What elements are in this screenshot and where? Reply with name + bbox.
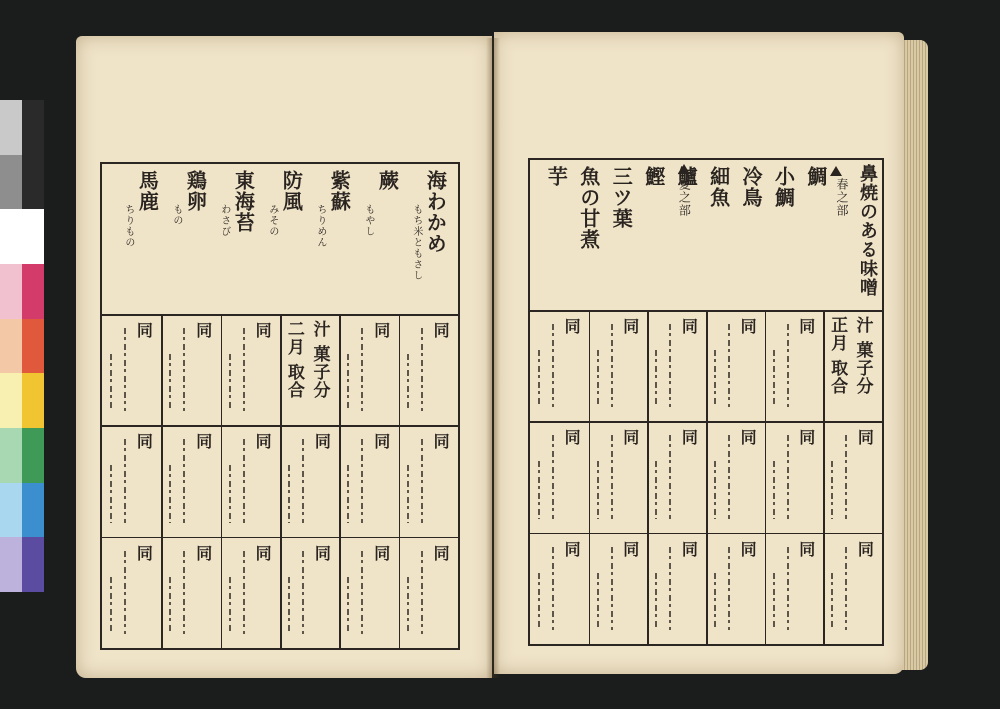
cell-mark: 同 bbox=[620, 429, 640, 447]
cursive-text bbox=[169, 465, 171, 522]
entry-title: 小鯛 bbox=[771, 166, 796, 208]
cursive-text bbox=[714, 573, 716, 630]
cursive-text bbox=[538, 350, 540, 407]
cursive-text bbox=[110, 354, 112, 411]
entry-title: 東海苔 bbox=[231, 170, 256, 233]
cell-mark: 同 bbox=[796, 318, 816, 335]
cursive-text bbox=[538, 573, 540, 630]
section-summer-label: 夏之部 bbox=[677, 178, 692, 217]
entry-title: 鱸 bbox=[674, 166, 699, 187]
color-swatch bbox=[22, 264, 44, 319]
grid-col-line bbox=[161, 314, 163, 648]
cursive-text bbox=[229, 465, 231, 522]
color-swatch bbox=[0, 373, 22, 428]
cursive-text bbox=[552, 435, 554, 518]
entry-note: わさび bbox=[218, 204, 230, 237]
color-swatch bbox=[22, 319, 44, 374]
cursive-text bbox=[845, 435, 847, 518]
section-month: 二月 取合 bbox=[283, 320, 304, 399]
cursive-text bbox=[229, 354, 231, 411]
cursive-text bbox=[421, 551, 423, 634]
cell-mark: 同 bbox=[855, 540, 875, 558]
cursive-text bbox=[597, 461, 599, 518]
grid-col-line bbox=[706, 310, 708, 644]
cursive-text bbox=[669, 324, 671, 407]
cell-mark: 同 bbox=[193, 322, 213, 339]
cell-mark: 同 bbox=[371, 544, 391, 562]
grid-col-line bbox=[339, 314, 341, 648]
cursive-text bbox=[347, 577, 349, 634]
cursive-text bbox=[183, 551, 185, 634]
open-book bbox=[76, 30, 928, 680]
cursive-text bbox=[773, 573, 775, 630]
grid-col-line bbox=[647, 310, 649, 644]
cell-mark: 同 bbox=[312, 544, 332, 562]
entry-note: ちりめん bbox=[314, 204, 326, 248]
cursive-text bbox=[347, 465, 349, 522]
cell-mark: 同 bbox=[562, 540, 582, 558]
cell-mark: 同 bbox=[796, 540, 816, 558]
left-page bbox=[76, 36, 492, 678]
cell-mark: 同 bbox=[134, 544, 154, 562]
color-swatch bbox=[0, 155, 22, 210]
cell-mark: 同 bbox=[620, 540, 640, 558]
cursive-text bbox=[302, 439, 304, 522]
entry-title: 紫蘇 bbox=[327, 170, 352, 212]
cursive-text bbox=[124, 551, 126, 634]
cursive-text bbox=[831, 461, 833, 518]
cursive-text bbox=[243, 439, 245, 522]
cursive-text bbox=[669, 435, 671, 518]
cursive-text bbox=[669, 547, 671, 630]
cell-mark: 同 bbox=[371, 433, 391, 451]
cursive-text bbox=[552, 324, 554, 407]
section-month: 正月 取合 bbox=[827, 316, 848, 395]
entry-title: 魚の甘煮 bbox=[576, 166, 601, 250]
cursive-text bbox=[110, 465, 112, 522]
color-swatch bbox=[0, 537, 22, 592]
cursive-text bbox=[421, 328, 423, 411]
entry-title: 鰹 bbox=[641, 166, 666, 187]
cursive-text bbox=[597, 573, 599, 630]
cursive-text bbox=[655, 350, 657, 407]
entry-note: もやし bbox=[362, 204, 374, 237]
cell-mark: 同 bbox=[253, 322, 273, 339]
page-stack-edge bbox=[902, 40, 928, 670]
cell-mark: 同 bbox=[193, 544, 213, 562]
cursive-text bbox=[714, 461, 716, 518]
color-swatch bbox=[22, 209, 44, 264]
color-swatch bbox=[22, 537, 44, 592]
entry-title: 鯛 bbox=[803, 166, 828, 187]
color-swatch bbox=[0, 100, 22, 155]
cursive-text bbox=[773, 461, 775, 518]
cursive-text bbox=[787, 324, 789, 407]
cursive-text bbox=[361, 439, 363, 522]
cursive-text bbox=[124, 328, 126, 411]
cursive-text bbox=[597, 350, 599, 407]
color-swatch bbox=[0, 264, 22, 319]
cursive-text bbox=[845, 547, 847, 630]
color-swatch bbox=[22, 483, 44, 538]
cursive-text bbox=[229, 577, 231, 634]
entry-title: 蕨 bbox=[375, 170, 400, 191]
entry-note: ちりもの bbox=[122, 204, 134, 248]
cell-mark: 同 bbox=[253, 544, 273, 562]
cell-mark: 同 bbox=[855, 429, 875, 447]
entry-note: もち米ともさし bbox=[410, 204, 422, 281]
cell-mark: 同 bbox=[431, 433, 451, 451]
cell-mark: 同 bbox=[679, 318, 699, 335]
cursive-text bbox=[538, 461, 540, 518]
entry-title: 三ツ葉 bbox=[609, 166, 634, 229]
cell-mark: 同 bbox=[431, 322, 451, 339]
entry-title: 鶏卵 bbox=[183, 170, 208, 212]
cursive-text bbox=[787, 435, 789, 518]
cell-mark: 同 bbox=[134, 433, 154, 451]
color-swatch bbox=[0, 428, 22, 483]
cursive-text bbox=[124, 439, 126, 522]
cursive-text bbox=[288, 577, 290, 634]
cursive-text bbox=[831, 573, 833, 630]
color-calibration-bar bbox=[0, 100, 44, 592]
cell-mark: 同 bbox=[620, 318, 640, 335]
triangle-mark bbox=[678, 164, 690, 174]
color-swatch bbox=[22, 428, 44, 483]
section-spring-label: 春之部 bbox=[835, 178, 849, 217]
cursive-text bbox=[183, 328, 185, 411]
book-gutter bbox=[486, 38, 500, 678]
entry-title: 馬鹿 bbox=[135, 170, 160, 212]
cursive-text bbox=[421, 439, 423, 522]
cell-mark: 同 bbox=[431, 544, 451, 562]
cell-mark: 同 bbox=[134, 322, 154, 339]
cursive-text bbox=[728, 547, 730, 630]
grid-col-line bbox=[823, 310, 825, 644]
cursive-text bbox=[611, 547, 613, 630]
cell-mark: 同 bbox=[796, 429, 816, 447]
color-swatch bbox=[0, 483, 22, 538]
cursive-text bbox=[169, 577, 171, 634]
entry-title: 海わかめ bbox=[423, 170, 448, 254]
color-swatch bbox=[0, 209, 22, 264]
text-frame bbox=[100, 162, 460, 650]
cell-mark: 同 bbox=[371, 322, 391, 339]
cell-mark: 同 bbox=[679, 429, 699, 447]
grid-col-line bbox=[589, 310, 591, 644]
grid-col-line bbox=[765, 310, 767, 644]
cursive-text bbox=[407, 465, 409, 522]
cell-mark: 同 bbox=[312, 433, 332, 451]
entry-note: みその bbox=[266, 204, 278, 237]
color-swatch bbox=[22, 373, 44, 428]
grid-col-line bbox=[221, 314, 223, 648]
triangle-mark bbox=[830, 166, 842, 176]
entry-title: 防風 bbox=[279, 170, 304, 212]
cursive-text bbox=[773, 350, 775, 407]
cell-mark: 同 bbox=[738, 318, 758, 335]
cell-mark: 同 bbox=[738, 540, 758, 558]
cursive-text bbox=[714, 350, 716, 407]
cursive-text bbox=[611, 324, 613, 407]
cursive-text bbox=[183, 439, 185, 522]
cell-mark: 同 bbox=[562, 429, 582, 447]
cell-mark: 同 bbox=[679, 540, 699, 558]
cursive-text bbox=[787, 547, 789, 630]
cursive-text bbox=[288, 465, 290, 522]
cursive-text bbox=[728, 435, 730, 518]
cursive-text bbox=[243, 551, 245, 634]
entry-note: もの bbox=[170, 204, 182, 226]
cursive-text bbox=[347, 354, 349, 411]
color-swatch bbox=[22, 100, 44, 155]
color-swatch bbox=[22, 155, 44, 210]
cursive-text bbox=[728, 324, 730, 407]
cursive-text bbox=[243, 328, 245, 411]
entry-title: 冷鳥 bbox=[739, 166, 764, 208]
cell-mark: 同 bbox=[193, 433, 213, 451]
grid-col-line bbox=[280, 314, 282, 648]
section-heading: 汁 菓子分 bbox=[852, 316, 873, 395]
page-main-title: 鼻焼のある味噌 bbox=[857, 164, 878, 297]
cell-mark: 同 bbox=[562, 318, 582, 335]
cursive-text bbox=[361, 328, 363, 411]
cursive-text bbox=[169, 354, 171, 411]
entry-title: 細魚 bbox=[706, 166, 731, 208]
section-heading: 汁 菓子分 bbox=[309, 320, 330, 399]
grid-col-line bbox=[399, 314, 401, 648]
cell-mark: 同 bbox=[738, 429, 758, 447]
entry-title: 芋 bbox=[544, 166, 569, 187]
cursive-text bbox=[611, 435, 613, 518]
cursive-text bbox=[407, 577, 409, 634]
cursive-text bbox=[407, 354, 409, 411]
cursive-text bbox=[655, 461, 657, 518]
right-page bbox=[494, 32, 904, 674]
cursive-text bbox=[361, 551, 363, 634]
text-frame bbox=[528, 158, 884, 646]
cursive-text bbox=[655, 573, 657, 630]
color-swatch bbox=[0, 319, 22, 374]
cell-mark: 同 bbox=[253, 433, 273, 451]
cursive-text bbox=[302, 551, 304, 634]
cursive-text bbox=[552, 547, 554, 630]
cursive-text bbox=[110, 577, 112, 634]
